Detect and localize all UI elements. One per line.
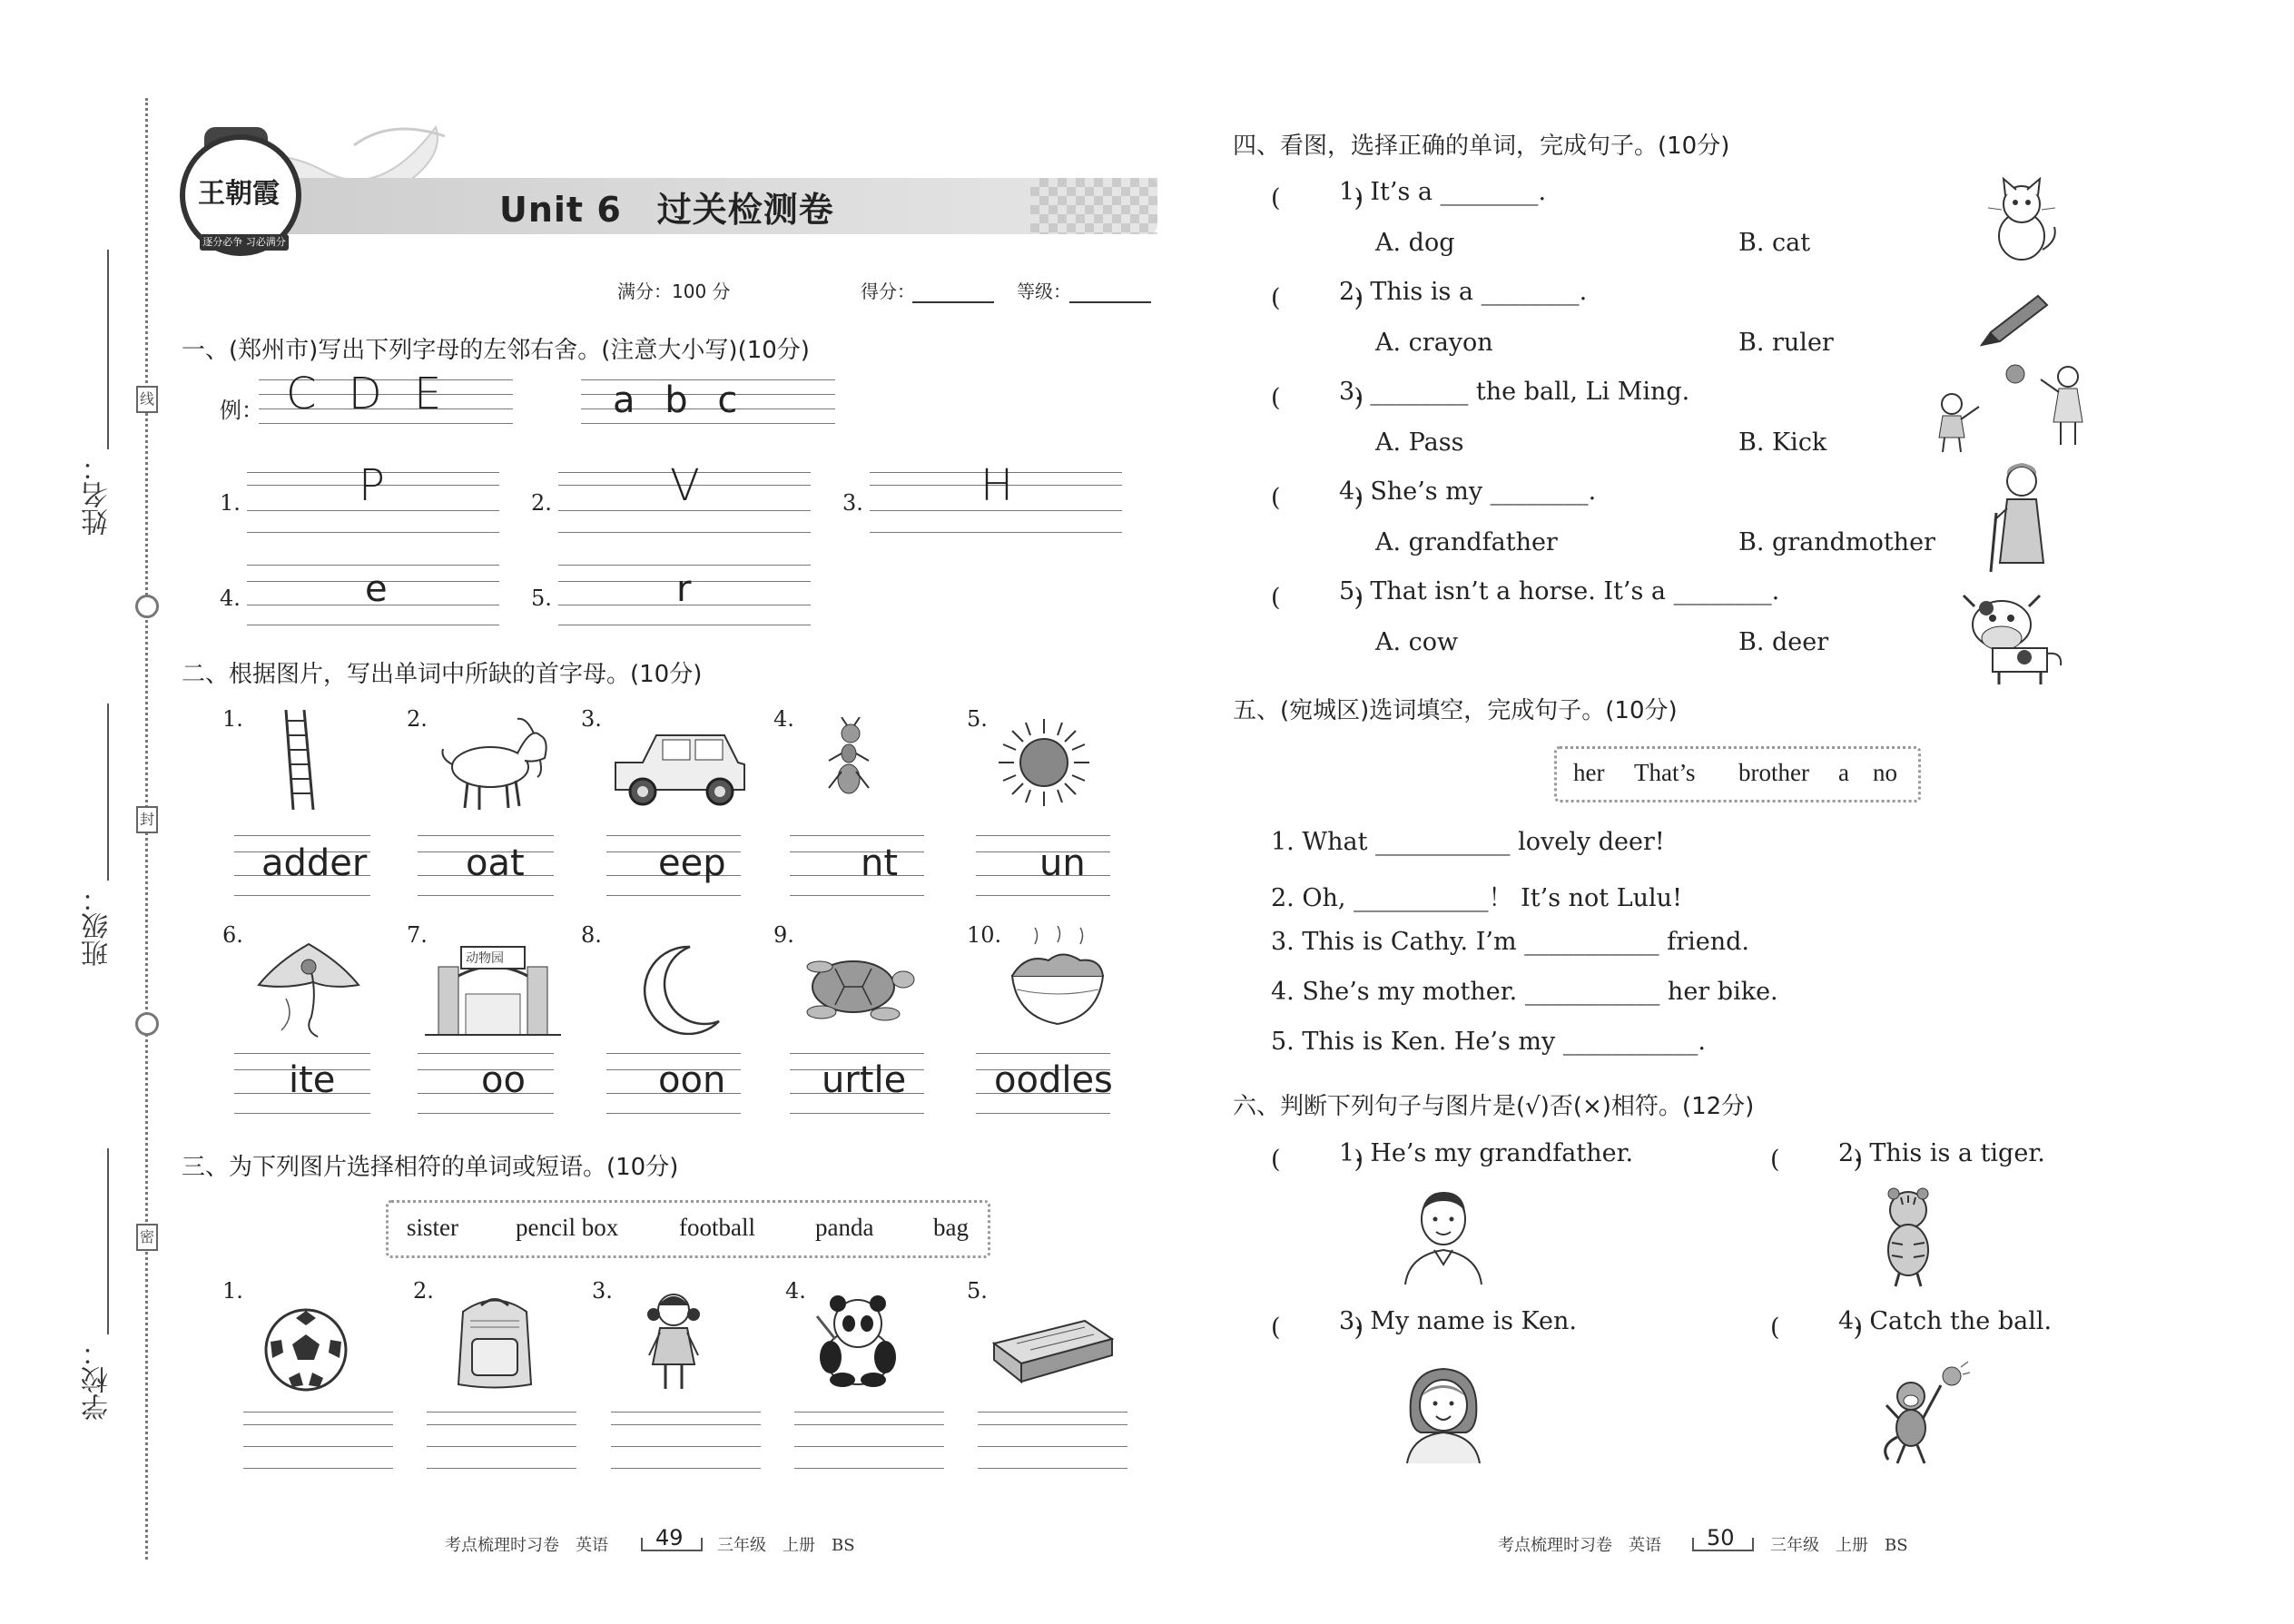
cow-icon <box>1961 588 2070 688</box>
answer-paren[interactable]: ( ) <box>1770 1314 1864 1342</box>
s4-option-a[interactable]: A. Pass <box>1375 428 1464 457</box>
crayon-icon <box>1974 289 2052 352</box>
word-bank-item: brother <box>1738 759 1809 786</box>
s1-item-number: 2. <box>531 490 552 516</box>
s4-option-a[interactable]: A. grandfather <box>1375 528 1558 556</box>
sun-icon <box>994 717 1094 808</box>
name-field[interactable] <box>107 250 109 449</box>
s2-word: oon <box>658 1059 726 1101</box>
kids-playing-ball-icon <box>1925 354 2092 454</box>
panda-icon <box>808 1289 908 1389</box>
s2-item-number: 7. <box>407 922 428 948</box>
noodles-icon <box>999 926 1117 1035</box>
s2-item-number: 3. <box>581 706 602 732</box>
jeep-icon <box>606 726 752 810</box>
backpack-icon <box>445 1289 545 1393</box>
s4-question: 4. She’s my ________. <box>1339 477 1597 506</box>
answer-paren[interactable]: ( ) <box>1271 1146 1364 1174</box>
school-field[interactable] <box>107 1148 109 1334</box>
binding-mark-secret: 密 <box>136 1224 158 1251</box>
s1-given-letter: r <box>676 568 692 610</box>
zoo-sign-text: 动物园 <box>466 951 504 966</box>
s1-item-number: 4. <box>220 586 241 611</box>
s6-statement: 4. Catch the ball. <box>1838 1307 2053 1335</box>
s4-option-a[interactable]: A. cow <box>1375 628 1459 656</box>
s2-item-number: 4. <box>773 706 794 732</box>
s2-word-grid[interactable] <box>790 835 924 897</box>
brand-logo-ribbon: 逐分必争 习必满分 <box>200 234 289 251</box>
s2-item-number: 5. <box>967 706 988 732</box>
grade-label: 等级： <box>1017 281 1071 302</box>
page-number: 49 <box>655 1525 684 1550</box>
grade-field[interactable] <box>1069 283 1151 303</box>
s1-given-letter: H <box>980 460 1014 511</box>
answer-paren[interactable]: ( ) <box>1770 1146 1864 1174</box>
s5-sentence[interactable]: 1. What ___________ lovely deer! <box>1271 828 1665 856</box>
school-label: 学校： <box>82 1339 113 1421</box>
girl-face-icon <box>1398 1362 1489 1463</box>
word-bank-item: bag <box>933 1214 969 1241</box>
cat-icon <box>1984 177 2061 263</box>
s2-item-number: 8. <box>581 922 602 948</box>
full-score: 满分：100 分 <box>617 281 731 302</box>
goat-icon <box>427 708 563 812</box>
s3-item-number: 5. <box>967 1278 988 1304</box>
title-band-pattern <box>1030 178 1157 234</box>
monkey-catching-ball-icon <box>1870 1360 1970 1469</box>
page-number: 50 <box>1707 1525 1735 1550</box>
s1-given-letter: V <box>670 460 700 511</box>
score-label: 得分： <box>861 281 915 302</box>
section-3-title: 三、为下列图片选择相符的单词或短语。(10分) <box>182 1154 679 1181</box>
section-1-title: 一、(郑州市)写出下列字母的左邻右舍。(注意大小写)(10分) <box>182 337 810 364</box>
s5-sentence[interactable]: 2. Oh, ___________！ It’s not Lulu! <box>1271 884 1682 912</box>
s2-word: oodles <box>994 1059 1113 1101</box>
pencil-box-icon <box>985 1307 1121 1389</box>
s2-word: adder <box>261 842 368 884</box>
s4-question: 2. This is a ________. <box>1339 278 1588 306</box>
s3-item-number: 1. <box>222 1278 243 1304</box>
s4-option-b[interactable]: B. ruler <box>1738 329 1834 357</box>
answer-paren[interactable]: ( ) <box>1271 384 1364 412</box>
s1-item-number: 3. <box>842 490 863 516</box>
s4-option-b[interactable]: B. deer <box>1738 628 1829 656</box>
page-number-bracket-icon <box>1691 1534 1755 1554</box>
s2-word: eep <box>658 842 726 884</box>
example-upper-letters: C D E <box>286 369 451 419</box>
s4-question: 3. ________ the ball, Li Ming. <box>1339 378 1690 406</box>
football-icon <box>263 1307 350 1393</box>
girl-icon <box>640 1287 708 1396</box>
ant-icon <box>822 717 876 803</box>
s3-item-number: 3. <box>592 1278 613 1304</box>
tiger-icon <box>1870 1185 1947 1289</box>
section-5-title: 五、(宛城区)选词填空，完成句子。(10分) <box>1233 697 1678 724</box>
s4-question: 1. It’s a ________. <box>1339 178 1547 206</box>
word-bank-item: panda <box>815 1214 874 1241</box>
name-label: 姓名： <box>82 454 113 536</box>
binding-hole-icon <box>135 1012 159 1036</box>
s3-item-number: 4. <box>785 1278 806 1304</box>
moon-icon <box>635 940 726 1035</box>
s2-item-number: 6. <box>222 922 243 948</box>
s2-word: oat <box>466 842 525 884</box>
page-number-bracket-icon <box>640 1534 704 1554</box>
man-icon <box>1398 1185 1489 1286</box>
s5-sentence[interactable]: 4. She’s my mother. ___________ her bike. <box>1271 978 1778 1006</box>
answer-paren[interactable]: ( ) <box>1271 1314 1364 1342</box>
ladder-icon <box>277 708 322 812</box>
turtle-icon <box>794 949 917 1026</box>
s4-option-b[interactable]: B. grandmother <box>1738 528 1935 556</box>
word-bank-item: a <box>1838 759 1849 786</box>
section-4-title: 四、看图，选择正确的单词，完成句子。(10分) <box>1233 133 1730 160</box>
kite-icon <box>250 935 368 1039</box>
class-label: 班级： <box>82 885 113 967</box>
grandmother-icon <box>1984 458 2056 576</box>
s2-word: oo <box>481 1059 526 1101</box>
brand-logo-text: 王朝霞 <box>198 178 280 210</box>
answer-paren[interactable]: ( ) <box>1271 284 1364 312</box>
s4-option-a[interactable]: A. crayon <box>1375 329 1493 357</box>
footer-book: 考点梳理时习卷 英语 <box>445 1536 608 1555</box>
s1-given-letter: P <box>359 460 385 511</box>
s4-option-b[interactable]: B. cat <box>1738 229 1811 257</box>
section-6-title: 六、判断下列句子与图片是(√)否(×)相符。(12分) <box>1233 1093 1755 1120</box>
s2-item-number: 2. <box>407 706 428 732</box>
s5-word-box <box>1554 746 1921 802</box>
score-field[interactable] <box>912 283 994 303</box>
section-2-title: 二、根据图片，写出单词中所缺的首字母。(10分) <box>182 661 703 688</box>
s4-option-a[interactable]: A. dog <box>1375 229 1455 257</box>
s2-item-number: 10. <box>967 922 1002 948</box>
class-field[interactable] <box>107 704 109 881</box>
s2-word: nt <box>861 842 899 884</box>
example-lower-letters: a b c <box>613 379 747 421</box>
s6-statement: 1. He’s my grandfather. <box>1339 1139 1634 1167</box>
s6-statement: 3. My name is Ken. <box>1339 1307 1577 1335</box>
word-bank-item: football <box>679 1214 755 1241</box>
s5-sentence[interactable]: 3. This is Cathy. I’m ___________ friend. <box>1271 928 1750 956</box>
s2-item-number: 1. <box>222 706 243 732</box>
binding-mark-line: 线 <box>136 386 158 413</box>
answer-paren[interactable]: ( ) <box>1271 484 1364 512</box>
answer-paren[interactable]: ( ) <box>1271 184 1364 212</box>
example-label: 例： <box>220 398 263 423</box>
word-bank-item: her <box>1573 759 1605 786</box>
s1-item-number: 5. <box>531 586 552 611</box>
word-bank-item: sister <box>407 1214 458 1241</box>
s3-word-box <box>386 1200 990 1258</box>
word-bank-item: That’s <box>1634 759 1696 786</box>
s1-item-number: 1. <box>220 490 241 516</box>
s2-word: urtle <box>822 1059 907 1101</box>
footer-grade: 三年级 上册 BS <box>1770 1536 1908 1555</box>
word-bank-item: pencil box <box>516 1214 619 1241</box>
s4-option-b[interactable]: B. Kick <box>1738 428 1827 457</box>
footer-grade: 三年级 上册 BS <box>717 1536 855 1555</box>
s2-word: un <box>1039 842 1086 884</box>
binding-hole-icon <box>135 595 159 618</box>
s1-given-letter: e <box>365 568 388 610</box>
footer-book: 考点梳理时习卷 英语 <box>1498 1536 1661 1555</box>
answer-paren[interactable]: ( ) <box>1271 584 1364 612</box>
s2-item-number: 9. <box>773 922 794 948</box>
binding-mark-seal: 封 <box>136 806 158 833</box>
word-bank-item: no <box>1873 759 1897 786</box>
s2-word: ite <box>289 1059 336 1101</box>
s6-statement: 2. This is a tiger. <box>1838 1139 2045 1167</box>
s4-question: 5. That isn’t a horse. It’s a ________. <box>1339 577 1780 605</box>
s5-sentence[interactable]: 5. This is Ken. He’s my ___________. <box>1271 1028 1706 1056</box>
page-title: Unit 6 过关检测卷 <box>499 190 834 230</box>
s3-item-number: 2. <box>413 1278 434 1304</box>
